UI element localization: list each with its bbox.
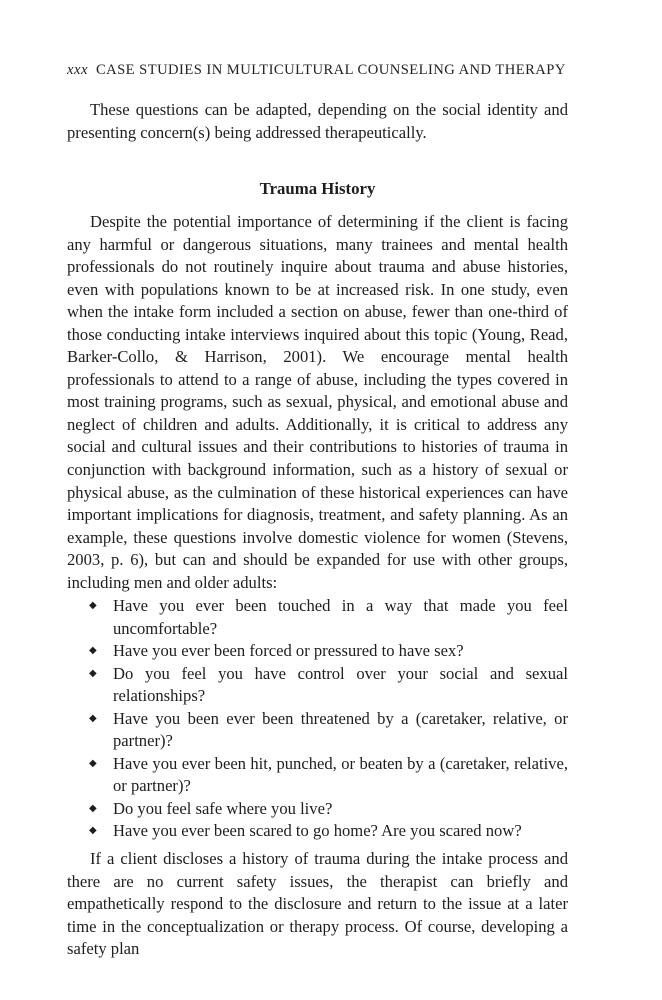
diamond-bullet-icon: ◆ <box>89 645 97 657</box>
question-list <box>88 595 568 843</box>
question-item <box>88 753 568 798</box>
question-text: Have you ever been scared to go home? Are you scared now? <box>113 821 522 841</box>
question-text: Have you been ever been threatened by a (caretaker, relative, or partner)? <box>113 708 568 751</box>
question-text: Have you ever been forced or pressured to have sex? <box>113 641 464 661</box>
main-paragraph: Despite the potential importance of determining if the client is facing any harmful or dangerous situations, many trainees and mental health professionals do not routinely inquire about trauma and abuse histories, even with populations known to be at increased risk. In one study, even when the intake form included a section on abuse, fewer than one-third of those conducting intake interviews inquired about this topic (Young, Read, Barker-Collo, & Harrison, 2001). We encourage mental health professionals to attend to a range of abuse, including the types covered in most training programs, such as sexual, physical, and emotional abuse and neglect of children and adults. Additionally, it is critical to address any social and cultural issues and their contributions to histories of trauma in conjunction with background information, such as a history of sexual or physical abuse, as the culmination of these historical experiences can have important implications for diagnosis, treatment, and safety planning. As an example, these questions involve domestic violence for women (Stevens, 2003, p. 6), but can and should be expanded for use with other groups, including men and older adults: <box>67 212 568 592</box>
question-item <box>88 640 568 663</box>
diamond-bullet-icon: ◆ <box>89 825 97 837</box>
question-text: Have you ever been touched in a way that made you feel uncomfortable? <box>113 596 568 638</box>
diamond-bullet-icon: ◆ <box>89 802 97 814</box>
question-text: Have you ever been hit, punched, or beaten by a (caretaker, relative, or partner)? <box>113 753 568 796</box>
diamond-bullet-icon: ◆ <box>89 667 97 679</box>
page-number: xxx <box>67 62 88 78</box>
diamond-bullet-icon: ◆ <box>89 757 97 769</box>
intro-paragraph: These questions can be adapted, depending on the social identity and presenting concern(s) being addressed therapeutically. <box>67 100 568 142</box>
question-text: Do you feel safe where you live? <box>113 798 333 818</box>
question-item <box>88 595 568 640</box>
question-item <box>88 708 568 753</box>
diamond-bullet-icon: ◆ <box>89 712 97 724</box>
question-item <box>88 798 568 821</box>
running-head <box>67 62 627 79</box>
section-heading: Trauma History <box>259 179 376 198</box>
diamond-bullet-icon: ◆ <box>89 600 97 611</box>
question-item <box>88 663 568 708</box>
question-item <box>88 820 568 843</box>
question-text: Do you feel you have control over your social and sexual relationships? <box>113 663 568 706</box>
book-title: CASE STUDIES IN MULTICULTURAL COUNSELING AND THERAPY <box>95 62 566 78</box>
closing-paragraph: If a client discloses a history of trauma during the intake process and there are no current safety issues, the therapist can briefly and empathetically respond to the disclosure and return to the issue at a later time in the conceptualization or therapy process. Of course, developing a safety plan <box>67 849 568 959</box>
